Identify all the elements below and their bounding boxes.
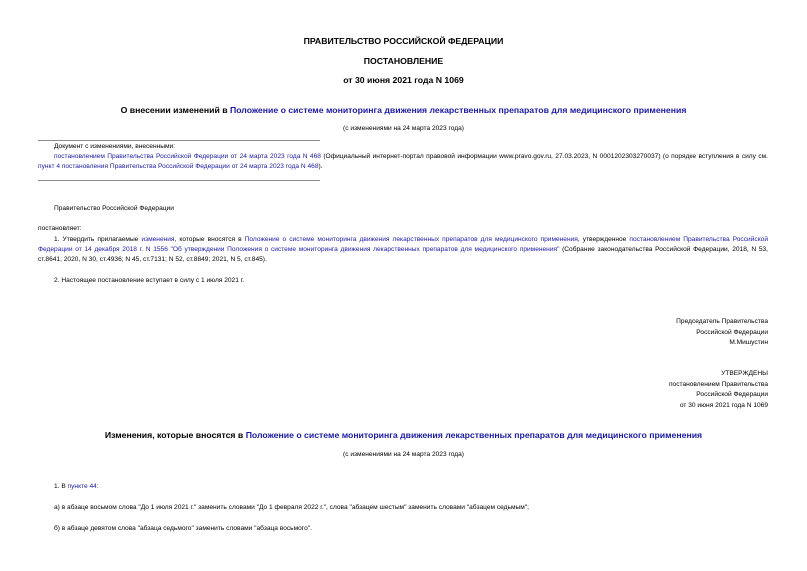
document-title-prefix: О внесении изменений в (120, 105, 230, 115)
signature-line-3: М.Мишустин (729, 339, 768, 346)
approved-block (560, 369, 768, 411)
resolves-line: постановляет: (38, 225, 82, 232)
approved-line-1: УТВЕРЖДЕНЫ (721, 370, 768, 377)
item-1: 1. В пункте 44: (54, 483, 99, 490)
paragraph-2: 2. Настоящее постановление вступает в силу с 1 июля 2021 г. (54, 277, 245, 284)
approved-line-2: постановлением Правительства (668, 380, 768, 388)
decree-1556-link[interactable]: постановлением Правительства Российской Федерации от 14 декабря 2018 г. N 1556 "Об утверждении Положения о системе мониторинга движения лекарственных препаратов для медицинского применения" (38, 236, 769, 253)
paragraph-1: 1. Утвердить прилагаемые изменения, которые вносятся в Положение о системе мониторинга движения лекарственных препаратов для медицинского применения, утвержденное постановлением Правительства Российской Федерации от 14 декабря 2018 г. N 1556 "Об утверждении Положения о системе мониторинга движения лекарственных препаратов для медицинского применения" (Собрание законодательства Российской Федерации, 2018, N 53, ст.8641; 2020, N 30, ст.4936; N 45, ст.7131; N 52, ст.8849; 2021, N 5, ст.845). (38, 236, 769, 263)
regulation-link[interactable]: Положение о системе мониторинга движения лекарственных препаратов для медицинского применения (244, 236, 578, 243)
changes-title (0, 430, 807, 440)
header-resolution: ПОСТАНОВЛЕНИЕ (363, 56, 444, 66)
changes-box-bottom-rule (38, 180, 320, 181)
approved-line-3: Российской Федерации (696, 391, 768, 398)
title-regulation-link[interactable]: Положение о системе мониторинга движения лекарственных препаратов для медицинского применения (229, 105, 687, 115)
signature-line-2: Российской Федерации (696, 328, 768, 336)
changes-box-top-rule (38, 140, 320, 141)
item-b: б) в абзаце девятом слова "абзаца седьмого" заменить словами "абзаца восьмого". (54, 525, 312, 532)
document-title (0, 105, 807, 115)
changes-box-heading: Документ с изменениями, внесенными: (54, 143, 176, 150)
edition-note: (с изменениями на 24 марта 2023 года) (343, 125, 464, 132)
changes-edition-note: (с изменениями на 24 марта 2023 года) (343, 451, 464, 458)
changes-title-regulation-link[interactable]: Положение о системе мониторинга движения лекарственных препаратов для медицинского применения (245, 430, 703, 440)
government-line: Правительство Российской Федерации (54, 205, 174, 212)
approved-line-4: от 30 июня 2021 года N 1069 (679, 401, 768, 409)
changes-annex-link[interactable]: изменения (141, 236, 175, 243)
point-44-link[interactable]: пункте 44 (67, 483, 97, 490)
amendment-point4-link[interactable]: пункт 4 постановления Правительства Российской Федерации от 24 марта 2023 года N 468 (38, 163, 319, 170)
header-government: ПРАВИТЕЛЬСТВО РОССИЙСКОЙ ФЕДЕРАЦИИ (303, 36, 504, 46)
changes-title-prefix: Изменения, которые вносятся в (104, 430, 246, 440)
item-a: а) в абзаце восьмом слова "До 1 июля 2021 г." заменить словами "До 1 февраля 2022 г.", слова "абзацем шестым" заменить словами "абзацем седьмым"; (54, 504, 529, 511)
changes-box-text: постановлением Правительства Российской Федерации от 24 марта 2023 года N 468 (Официальный интернет-портал правовой информации www.pravo.gov.ru, 27.03.2023, N 0001202303270037) (о порядке вступления в силу см. пункт 4 постановления Правительства Российской Федерации от 24 марта 2023 года N 468). (38, 153, 769, 170)
signature-block (560, 317, 768, 349)
amendment-decree-link[interactable]: постановлением Правительства Российской Федерации от 24 марта 2023 года N 468 (54, 153, 321, 160)
signature-line-1: Председатель Правительства (676, 318, 768, 325)
header-date: от 30 июня 2021 года N 1069 (343, 75, 464, 85)
